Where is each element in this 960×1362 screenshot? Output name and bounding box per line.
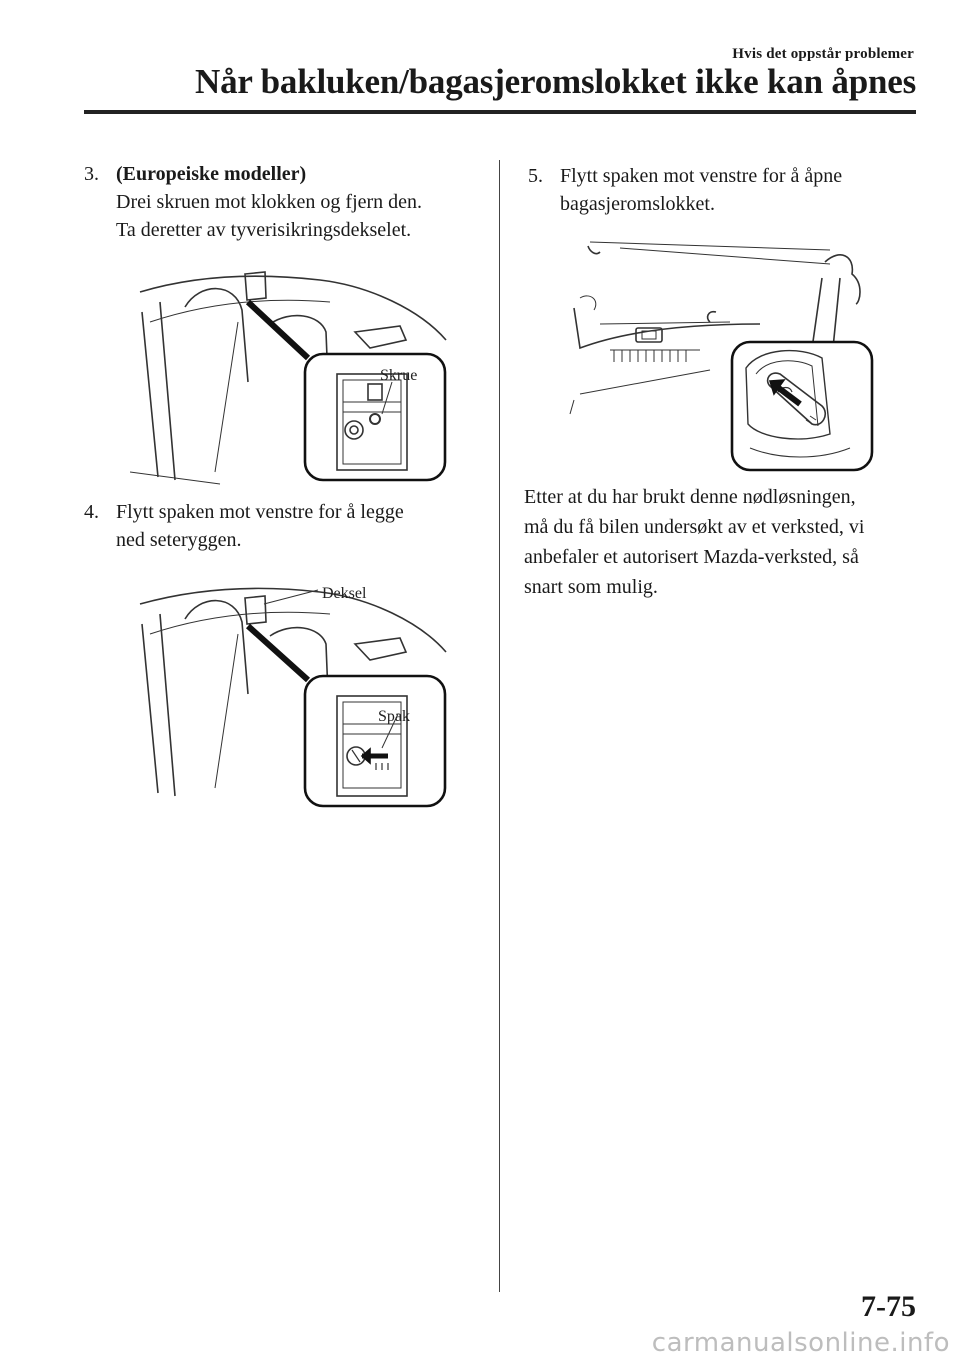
figure-trunk-lever (560, 238, 880, 474)
step-4-line-2: ned seteryggen. (116, 529, 242, 551)
figure-lever (130, 578, 450, 810)
chapter-title: Når bakluken/bagasjeromslokket ikke kan åpnes (195, 62, 916, 101)
step-3 (84, 160, 484, 244)
step-3-number: 3. (84, 163, 99, 185)
step-4-line-1: Flytt spaken mot venstre for å legge (116, 501, 404, 523)
step-3-heading: (Europeiske modeller) (116, 163, 307, 185)
step-5 (528, 162, 928, 218)
step-3-line-2: Ta deretter av tyverisikringsdekselet. (116, 219, 412, 241)
column-divider (499, 160, 500, 1292)
after-use-paragraph (524, 482, 924, 602)
paragraph-line-4: snart som mulig. (524, 576, 658, 598)
step-4 (84, 498, 484, 554)
paragraph-line-3: anbefaler et autorisert Mazda-verksted, så (524, 546, 859, 568)
figure-screw (130, 262, 450, 490)
figure-lever-callout-cover: Deksel (322, 585, 367, 602)
step-4-number: 4. (84, 501, 99, 523)
figure-screw-callout: Skrue (380, 367, 418, 384)
header-rule (84, 110, 916, 114)
step-5-line-1: Flytt spaken mot venstre for å åpne (560, 165, 843, 187)
step-5-number: 5. (528, 165, 543, 187)
section-label: Hvis det oppstår problemer (732, 46, 914, 62)
figure-lever-callout-lever: Spak (378, 708, 410, 725)
paragraph-line-1: Etter at du har brukt denne nødløsningen, (524, 486, 856, 508)
paragraph-line-2: må du få bilen undersøkt av et verksted, vi (524, 516, 865, 538)
footer-watermark-url: carmanualsonline.info (651, 1328, 950, 1358)
step-5-line-2: bagasjeromslokket. (560, 193, 715, 215)
step-3-line-1: Drei skruen mot klokken og fjern den. (116, 191, 423, 213)
page-number: 7-75 (861, 1290, 916, 1323)
